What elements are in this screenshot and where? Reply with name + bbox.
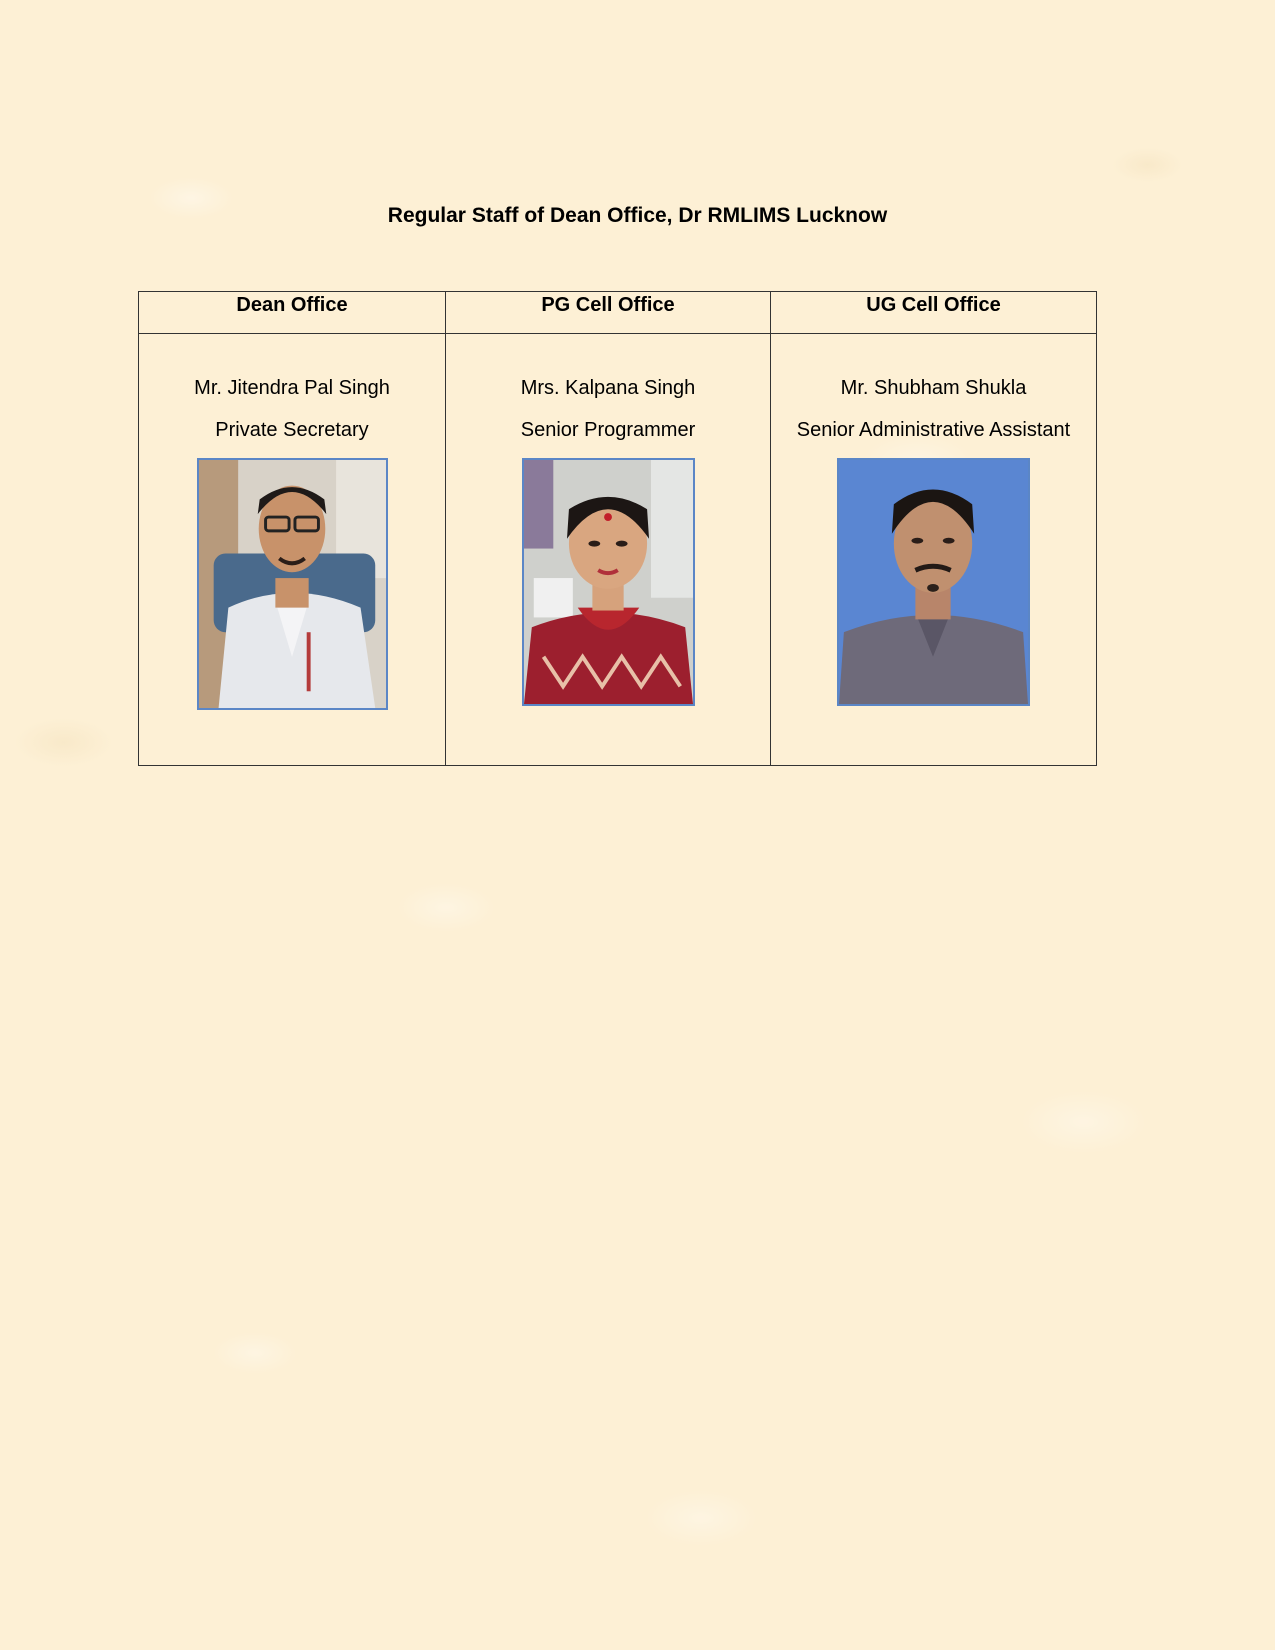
header-pg-cell-office: PG Cell Office <box>446 292 771 334</box>
staff-cell-dean-office <box>139 334 446 766</box>
staff-designation: Senior Programmer <box>520 419 696 441</box>
person-photo-icon <box>837 458 1030 706</box>
staff-name: Mrs. Kalpana Singh <box>520 377 696 399</box>
table-header-row <box>139 292 1097 334</box>
staff-designation: Private Secretary <box>215 419 369 441</box>
header-ug-cell-office: UG Cell Office <box>771 292 1097 334</box>
staff-table <box>138 291 1097 766</box>
header-dean-office: Dean Office <box>139 292 446 334</box>
person-photo-icon <box>197 458 388 710</box>
staff-designation: Senior Administrative Assistant <box>796 419 1071 441</box>
table-row <box>139 334 1097 766</box>
staff-cell-ug-cell-office <box>771 334 1097 766</box>
staff-name: Mr. Shubham Shukla <box>840 377 1027 399</box>
page-title: Regular Staff of Dean Office, Dr RMLIMS Lucknow <box>387 204 888 227</box>
person-photo-icon <box>522 458 695 706</box>
staff-name: Mr. Jitendra Pal Singh <box>194 377 390 399</box>
staff-cell-pg-cell-office <box>446 334 771 766</box>
